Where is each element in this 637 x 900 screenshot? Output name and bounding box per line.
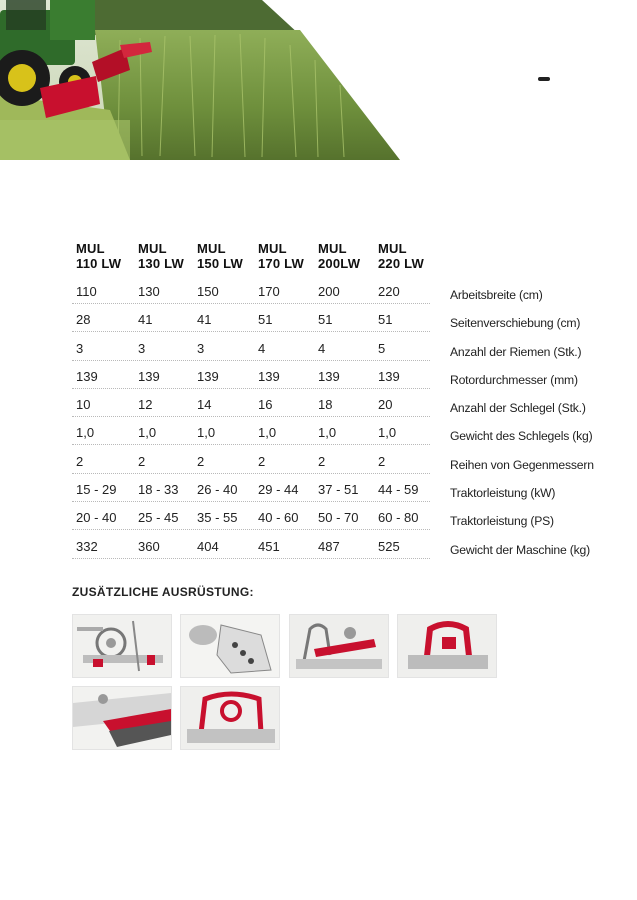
table-cell: 200 xyxy=(318,284,340,299)
table-cell: 487 xyxy=(318,538,340,554)
table-row xyxy=(72,363,612,391)
table-cell: 4 xyxy=(258,340,266,356)
column-header: MUL 220 LW xyxy=(378,241,424,271)
accessory-image xyxy=(72,686,172,750)
column-header: MUL 110 LW xyxy=(76,241,122,271)
table-row xyxy=(72,391,612,419)
table-cell: 41 xyxy=(138,312,153,328)
table-cell: 35 - 55 xyxy=(197,510,238,526)
table-row xyxy=(72,306,612,334)
table-cell: 1,0 xyxy=(76,425,95,441)
table-cell: 139 xyxy=(378,368,400,384)
table-row xyxy=(72,335,612,363)
table-cell: 15 - 29 xyxy=(76,482,117,498)
table-row xyxy=(72,476,612,504)
table-cell: 4 xyxy=(318,340,326,356)
row-label: Traktorleistung (PS) xyxy=(450,514,554,529)
table-cell: 2 xyxy=(378,453,386,469)
table-cell: 139 xyxy=(318,368,340,384)
table-cell: 26 - 40 xyxy=(197,482,238,498)
column-header: MUL 170 LW xyxy=(258,241,304,271)
table-cell: 525 xyxy=(378,538,400,554)
table-cell: 40 - 60 xyxy=(258,510,299,526)
column-header: MUL 150 LW xyxy=(197,241,243,271)
table-cell: 170 xyxy=(258,284,280,299)
row-label: Rotordurchmesser (mm) xyxy=(450,372,578,387)
table-cell: 1,0 xyxy=(318,425,337,441)
table-cell: 20 xyxy=(378,397,393,413)
table-cell: 2 xyxy=(76,453,84,469)
table-cell: 12 xyxy=(138,397,153,413)
accessory-image xyxy=(289,614,389,678)
accessories-title: ZUSÄTZLICHE AUSRÜSTUNG: xyxy=(72,585,254,599)
table-cell: 37 - 51 xyxy=(318,482,359,498)
row-label: Reihen von Gegenmessern xyxy=(450,457,594,472)
table-cell: 1,0 xyxy=(197,425,216,441)
column-header: MUL 130 LW xyxy=(138,241,184,271)
table-cell: 139 xyxy=(76,368,98,384)
table-cell: 360 xyxy=(138,538,160,554)
table-cell: 51 xyxy=(378,312,393,328)
table-cell: 20 - 40 xyxy=(76,510,117,526)
table-cell: 130 xyxy=(138,284,160,299)
table-cell: 28 xyxy=(76,312,91,328)
table-cell: 1,0 xyxy=(258,425,277,441)
accessory-image xyxy=(72,614,172,678)
row-label: Traktorleistung (kW) xyxy=(450,486,556,501)
row-label: Arbeitsbreite (cm) xyxy=(450,288,543,302)
table-cell: 3 xyxy=(76,340,84,356)
print-smudge xyxy=(538,77,550,81)
table-cell: 10 xyxy=(76,397,91,413)
row-label: Seitenverschiebung (cm) xyxy=(450,316,581,331)
table-cell: 139 xyxy=(258,368,280,384)
table-cell: 25 - 45 xyxy=(138,510,179,526)
table-cell: 51 xyxy=(258,312,273,328)
row-label: Gewicht der Maschine (kg) xyxy=(450,542,590,557)
table-cell: 139 xyxy=(138,368,160,384)
accessory-image xyxy=(180,614,280,678)
table-cell: 60 - 80 xyxy=(378,510,419,526)
table-cell: 1,0 xyxy=(378,425,397,441)
table-cell: 16 xyxy=(258,397,273,413)
table-cell: 150 xyxy=(197,284,219,299)
table-cell: 44 - 59 xyxy=(378,482,419,498)
table-row xyxy=(72,419,612,447)
table-cell: 451 xyxy=(258,538,280,554)
spec-table xyxy=(72,238,612,561)
table-cell: 18 xyxy=(318,397,333,413)
table-row xyxy=(72,533,612,561)
table-cell: 51 xyxy=(318,312,333,328)
row-label: Anzahl der Riemen (Stk.) xyxy=(450,344,582,359)
table-row xyxy=(72,278,612,306)
table-cell: 2 xyxy=(197,453,205,469)
row-label: Anzahl der Schlegel (Stk.) xyxy=(450,401,586,416)
table-cell: 2 xyxy=(138,453,146,469)
table-cell: 14 xyxy=(197,397,212,413)
table-row xyxy=(72,448,612,476)
column-header: MUL 200LW xyxy=(318,241,361,271)
table-cell: 5 xyxy=(378,340,386,356)
table-row xyxy=(72,504,612,532)
table-cell: 41 xyxy=(197,312,212,328)
table-cell: 220 xyxy=(378,284,400,299)
table-cell: 2 xyxy=(258,453,266,469)
table-cell: 139 xyxy=(197,368,219,384)
row-label: Gewicht des Schlegels (kg) xyxy=(450,429,593,444)
table-cell: 50 - 70 xyxy=(318,510,359,526)
accessory-image xyxy=(180,686,280,750)
table-cell: 110 xyxy=(76,284,97,299)
table-cell: 3 xyxy=(197,340,205,356)
table-cell: 29 - 44 xyxy=(258,482,299,498)
accessory-image xyxy=(397,614,497,678)
hero-photo xyxy=(0,0,400,160)
table-cell: 2 xyxy=(318,453,326,469)
table-cell: 1,0 xyxy=(138,425,157,441)
table-cell: 18 - 33 xyxy=(138,482,179,498)
table-cell: 3 xyxy=(138,340,146,356)
table-cell: 332 xyxy=(76,538,98,554)
header-row xyxy=(72,238,612,278)
table-cell: 404 xyxy=(197,538,219,554)
